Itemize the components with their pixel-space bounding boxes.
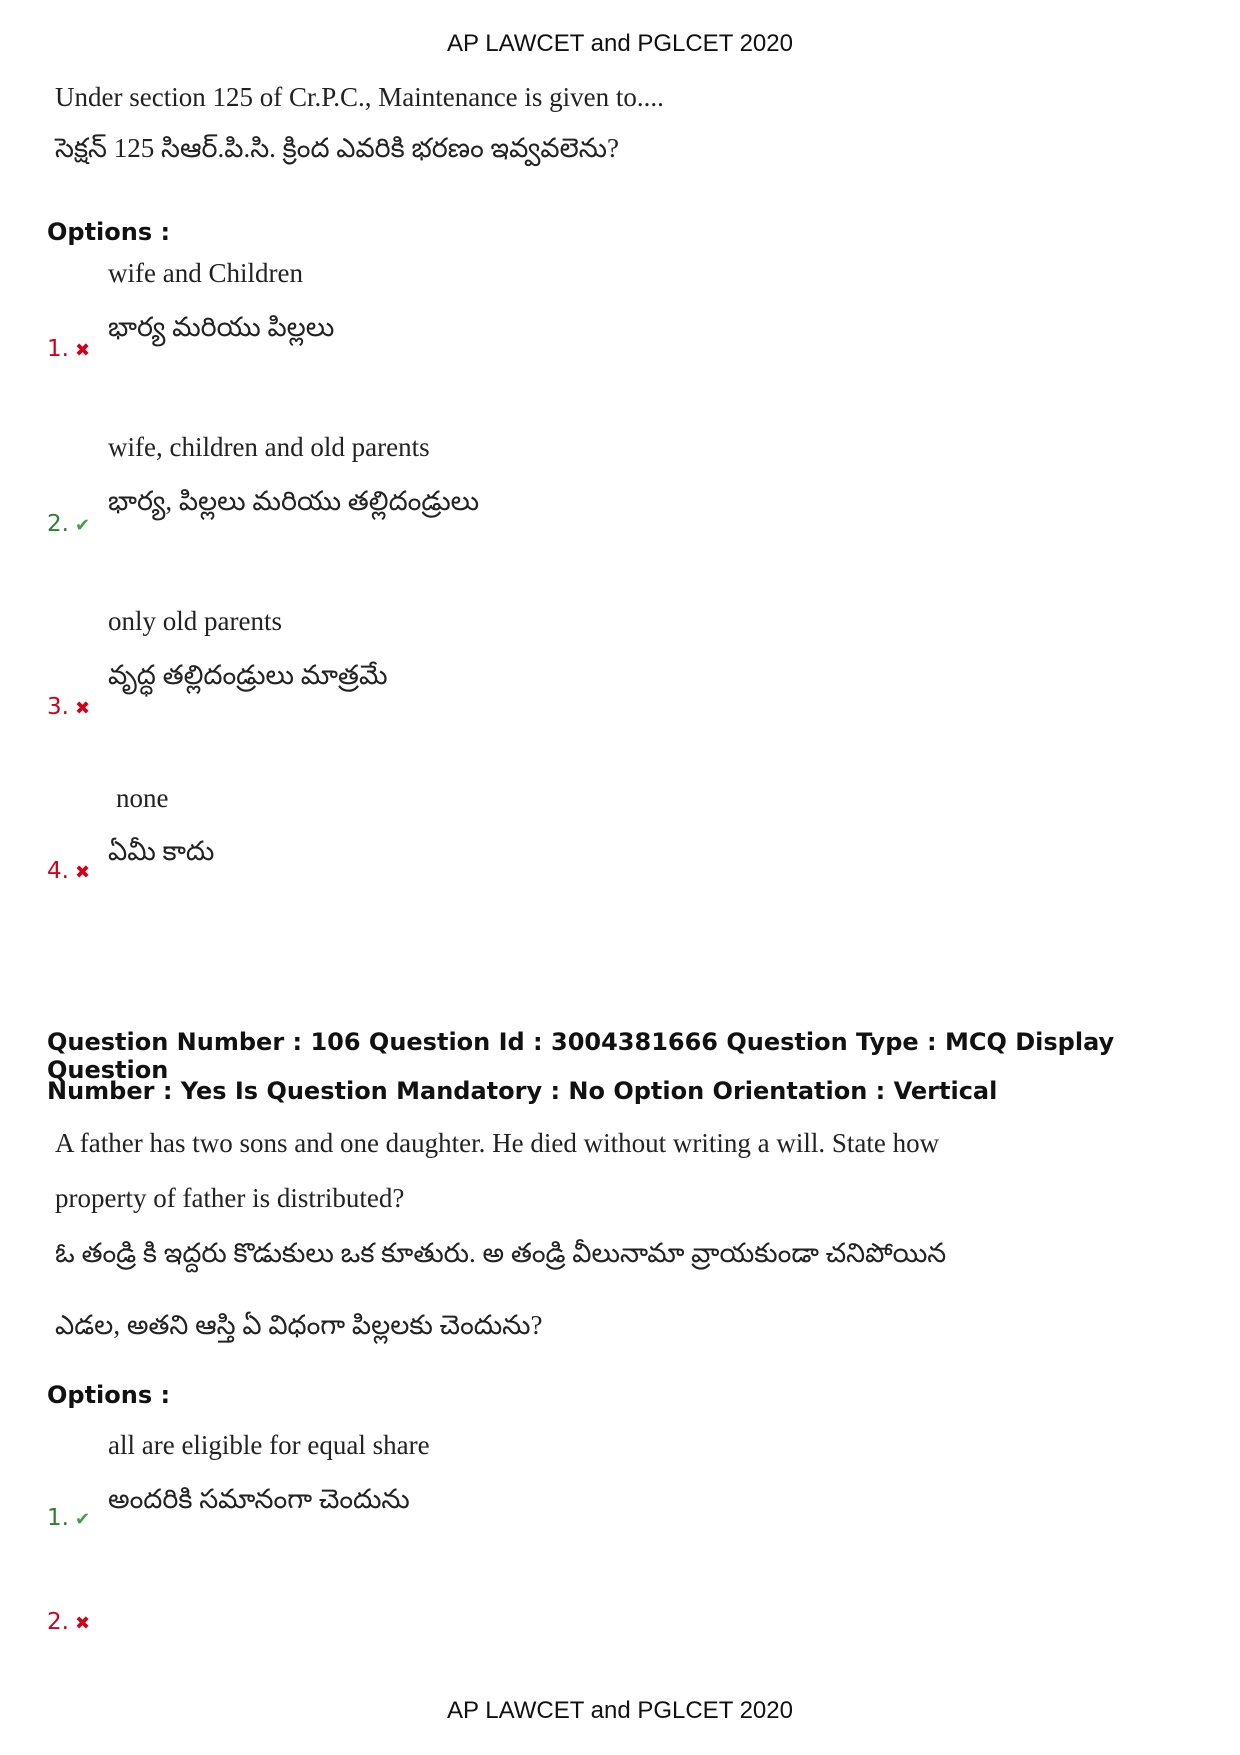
wrong-icon: ✖ — [74, 340, 91, 361]
wrong-icon: ✖ — [74, 698, 91, 719]
option-text-en: wife, children and old parents — [108, 432, 430, 462]
option-number: 1. ✖ — [47, 336, 91, 362]
option-number: 2. ✖ — [47, 1609, 91, 1635]
question-meta: Number : Yes Is Question Mandatory : No Option Orientation : Vertical — [47, 1077, 998, 1105]
option-number: 3. ✖ — [47, 694, 91, 720]
question-text-te: ఎడల, అతని ఆస్తి ఏ విధంగా పిల్లలకు చెందును? — [55, 1310, 543, 1340]
page-footer: AP LAWCET and PGLCET 2020 — [447, 1697, 793, 1724]
option-text-en: only old parents — [108, 606, 282, 636]
option-number: 1. ✔ — [47, 1505, 91, 1531]
option-text-te: అందరికి సమానంగా చెందును — [108, 1484, 410, 1514]
check-icon: ✔ — [74, 515, 91, 536]
wrong-icon: ✖ — [74, 1613, 91, 1634]
option-number: 4. ✖ — [47, 858, 91, 884]
option-text-en: all are eligible for equal share — [108, 1430, 430, 1460]
question-text-te: సెక్షన్ 125 సిఆర్.పి.సి. క్రింద ఎవరికి భరణం ఇవ్వవలెను? — [55, 133, 619, 163]
option-text-en: none — [116, 783, 169, 813]
question-text-te: ఓ తండ్రి కి ఇద్దరు కొడుకులు ఒక కూతురు. అ తండ్రి వీలునామా వ్రాయకుండా చనిపోయిన — [55, 1238, 947, 1268]
question-text-en: property of father is distributed? — [55, 1183, 405, 1213]
option-text-te: భార్య, పిల్లలు మరియు తల్లిదండ్రులు — [108, 486, 480, 516]
option-text-te: వృద్ధ తల్లిదండ్రులు మాత్రమే — [108, 660, 388, 690]
option-text-te: ఏమీ కాదు — [108, 836, 215, 866]
question-meta: Question Number : 106 Question Id : 3004381666 Question Type : MCQ Display Question — [47, 1028, 1115, 1084]
question-text-en: A father has two sons and one daughter. He died without writing a will. State how — [55, 1128, 940, 1158]
option-number: 2. ✔ — [47, 511, 91, 537]
check-icon: ✔ — [74, 1509, 91, 1530]
options-label: Options : — [47, 1381, 171, 1409]
page-header: AP LAWCET and PGLCET 2020 — [447, 30, 793, 57]
question-text-en: Under section 125 of Cr.P.C., Maintenance is given to.... — [55, 82, 664, 112]
option-text-te: భార్య మరియు పిల్లలు — [108, 312, 335, 342]
options-label: Options : — [47, 218, 171, 246]
wrong-icon: ✖ — [74, 862, 91, 883]
option-text-en: wife and Children — [108, 258, 303, 288]
